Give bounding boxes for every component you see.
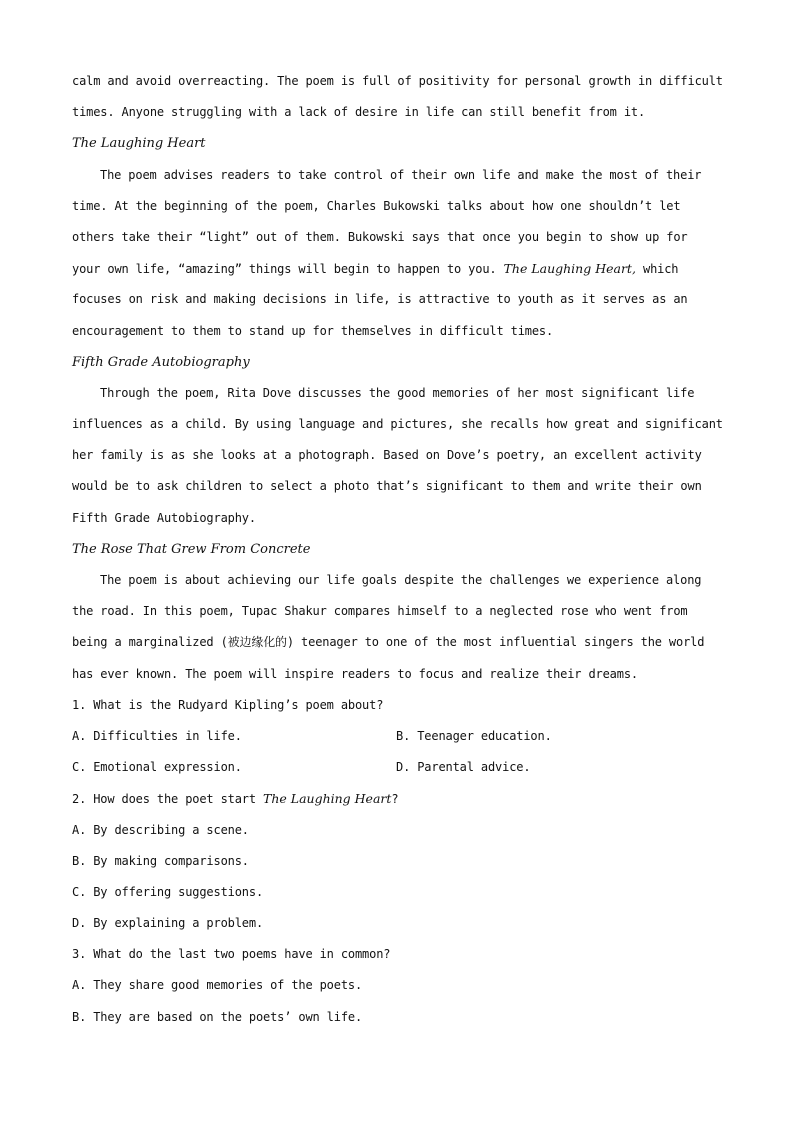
paragraph-line: would be to ask children to select a photo that’s significant to them and write their own bbox=[72, 479, 702, 494]
intro-line: times. Anyone struggling with a lack of desire in life can still benefit from it. bbox=[72, 105, 646, 120]
paragraph-line: has ever known. The poem will inspire readers to focus and realize their dreams. bbox=[72, 666, 638, 681]
paragraph-line: Fifth Grade Autobiography. bbox=[72, 510, 256, 525]
paragraph-line: the road. In this poem, Tupac Shakur compares himself to a neglected rose who went from bbox=[72, 604, 688, 619]
section-title-laughing-heart: The Laughing Heart bbox=[72, 136, 206, 152]
option-b[interactable]: B. They are based on the poets’ own life. bbox=[72, 1009, 363, 1024]
option-b[interactable]: B. By making comparisons. bbox=[72, 853, 249, 868]
paragraph-line: others take their “light” out of them. Bukowski says that once you begin to show up for bbox=[72, 229, 688, 244]
option-a[interactable]: A. Difficulties in life. bbox=[72, 728, 242, 743]
option-b[interactable]: B. Teenager education. bbox=[396, 728, 552, 743]
paragraph-line: her family is as she looks at a photograph. Based on Dove’s poetry, an excellent activity bbox=[72, 448, 702, 463]
intro-line: calm and avoid overreacting. The poem is full of positivity for personal growth in difficult bbox=[72, 74, 723, 88]
paragraph-line: influences as a child. By using language and pictures, she recalls how great and significant bbox=[72, 417, 723, 432]
section-title-rose: The Rose That Grew From Concrete bbox=[72, 541, 311, 557]
option-d[interactable]: D. By explaining a problem. bbox=[72, 916, 264, 931]
paragraph-line: encouragement to them to stand up for themselves in difficult times. bbox=[72, 323, 554, 338]
option-d[interactable]: D. Parental advice. bbox=[396, 760, 531, 775]
question-3-stem: 3. What do the last two poems have in common? bbox=[72, 947, 391, 962]
paragraph-line: being a marginalized (被边缘化的) teenager to one of the most influential singers the world bbox=[72, 635, 705, 650]
paragraph-text: which bbox=[635, 262, 679, 277]
question-1-options-row bbox=[72, 752, 732, 783]
question-2-stem bbox=[72, 783, 732, 814]
paragraph-line: The poem advises readers to take control of their own life and make the most of their bbox=[100, 167, 702, 182]
document-content bbox=[72, 66, 732, 1033]
paragraph-line: Through the poem, Rita Dove discusses the good memories of her most significant life bbox=[100, 385, 695, 400]
option-c[interactable]: C. By offering suggestions. bbox=[72, 884, 264, 899]
inline-poem-title: The Laughing Heart, bbox=[503, 261, 636, 277]
question-text: 2. How does the poet start bbox=[72, 792, 264, 807]
paragraph-line: focuses on risk and making decisions in life, is attractive to youth as it serves as an bbox=[72, 292, 688, 307]
question-1-stem: 1. What is the Rudyard Kipling’s poem about? bbox=[72, 697, 384, 712]
question-text: ? bbox=[391, 792, 399, 807]
question-1-options-row bbox=[72, 721, 732, 752]
option-a[interactable]: A. By describing a scene. bbox=[72, 822, 249, 837]
option-a[interactable]: A. They share good memories of the poets. bbox=[72, 978, 363, 993]
paragraph-text: your own life, “amazing” things will begin to happen to you. bbox=[72, 262, 497, 277]
paragraph-line bbox=[72, 253, 732, 284]
inline-poem-title: The Laughing Heart bbox=[263, 791, 392, 807]
section-title-fifth-grade: Fifth Grade Autobiography bbox=[72, 354, 250, 370]
option-c[interactable]: C. Emotional expression. bbox=[72, 760, 242, 775]
paragraph-line: time. At the beginning of the poem, Charles Bukowski talks about how one shouldn’t let bbox=[72, 198, 681, 213]
paragraph-line: The poem is about achieving our life goals despite the challenges we experience along bbox=[100, 573, 702, 587]
